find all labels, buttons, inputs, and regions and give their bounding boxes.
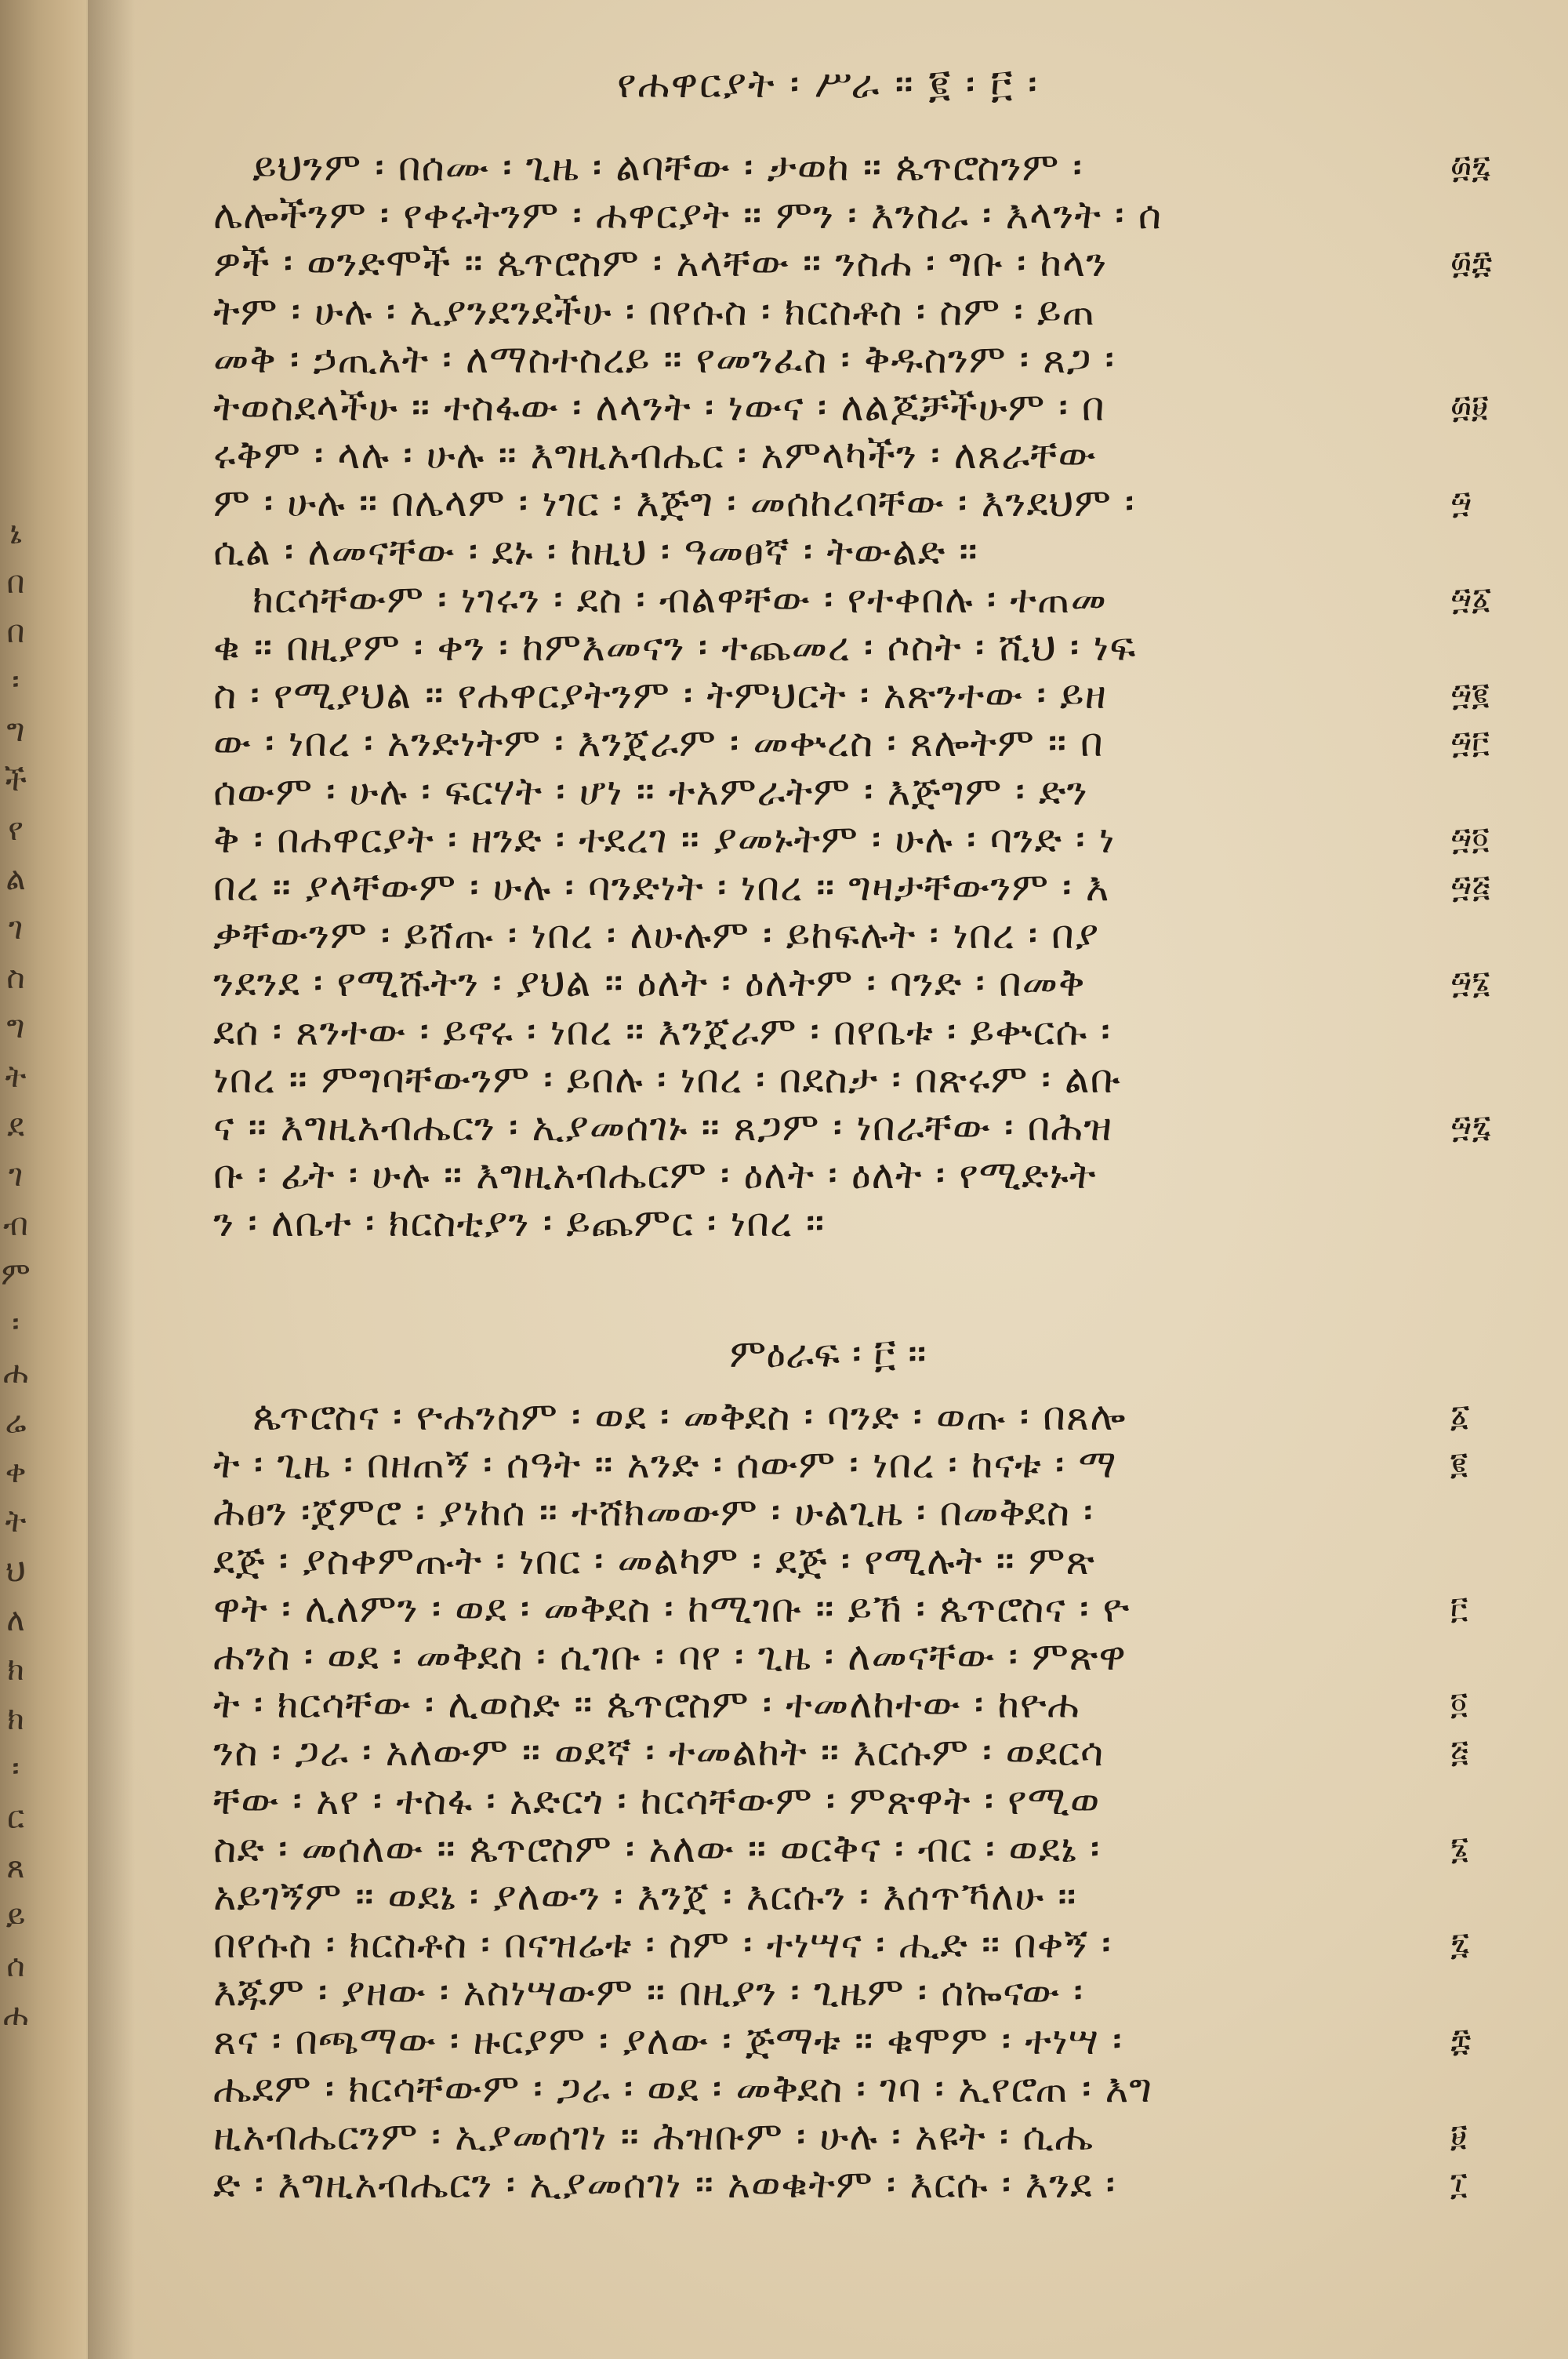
- spine-fragment: ቀ: [5, 1454, 27, 1490]
- verse-number: ፪: [1450, 1446, 1468, 1483]
- verse-number: ፭: [1450, 1734, 1468, 1771]
- text-line: በየሱስ ፡ ክርስቶስ ፡ በናዝሬቱ ፡ ስም ፡ ተነሣና ፡ ሒድ ። በቀኝ ፡: [213, 1921, 1112, 1968]
- verse-number: ፴፱: [1450, 389, 1489, 425]
- text-line: ትም ፡ ሁሉ ፡ ኢያንደንደችሁ ፡ በየሱስ ፡ ክርስቶስ ፡ ስም ፡ ይጠ: [213, 288, 1096, 334]
- book-page: [88, 0, 1568, 2359]
- spine-fragment: ሰ: [6, 1948, 25, 1984]
- spine-fragment: ት: [5, 1503, 27, 1539]
- spine-fragment: በ: [6, 565, 25, 601]
- text-line: ዎች ፡ ወንድሞች ። ጴጥሮስም ፡ አላቸው ። ንስሐ ፡ ግቡ ፡ ከላን: [213, 240, 1108, 286]
- text-line: ሔደም ፡ ክርሳቸውም ፡ ጋራ ፡ ወደ ፡ መቅደስ ፡ ገባ ፡ ኢየሮጠ ፡ እግ: [213, 2065, 1153, 2111]
- spine-fragment: ሐ: [2, 1997, 29, 2034]
- text-line: ው ፡ ነበረ ፡ አንድነትም ፡ እንጀራም ፡ መቍረስ ፡ ጸሎትም ። በ: [213, 720, 1104, 766]
- spine-fragment: ፡: [12, 1750, 20, 1787]
- spine-fragment: ሬ: [5, 1405, 27, 1441]
- gutter-shadow: [88, 0, 135, 2359]
- text-line: ስድ ፡ መሰለው ። ጴጥሮስም ፡ አለው ። ወርቅና ፡ ብር ፡ ወደኔ ፡: [213, 1825, 1101, 1871]
- spine-fragment: ር: [6, 1800, 25, 1836]
- text-line: አይገኝም ። ወደኔ ፡ ያለውን ፡ እንጀ ፡ እርሱን ፡ እሰጥኻለሁ ።: [213, 1874, 1077, 1919]
- text-line: ንስ ፡ ጋራ ፡ አለውም ። ወደኛ ፡ ተመልከት ። እርሱም ፡ ወደርሳ: [213, 1729, 1105, 1776]
- text-line: ሐንስ ፡ ወደ ፡ መቅደስ ፡ ሲገቡ ፡ ባየ ፡ ጊዜ ፡ ለመናቸው ፡ ምጽዋ: [213, 1634, 1127, 1679]
- spine-fragment: ገ: [8, 911, 24, 947]
- spine-fragment: ም: [1, 1256, 31, 1292]
- verse-number: ፵፮: [1450, 965, 1490, 1001]
- verse-number: ፱: [1450, 2118, 1468, 2154]
- text-line: ን ፡ ለቤተ ፡ ክርስቲያን ፡ ይጨምር ፡ ነበረ ።: [213, 1200, 826, 1246]
- verse-number: ፲: [1450, 2166, 1468, 2203]
- text-line: ጸና ፡ በጫማው ፡ ዙርያም ፡ ያለው ፡ ጅማቱ ። ቁሞም ፡ ተነሣ ፡: [213, 2017, 1123, 2063]
- text-line: ቁ ። በዚያም ፡ ቀን ፡ ከምእመናን ፡ ተጨመረ ፡ ሶስት ፡ ሺህ ፡ ነፍ: [213, 624, 1137, 670]
- text-line: ንደንደ ፡ የሚሹትን ፡ ያህል ። ዕለት ፡ ዕለትም ፡ ባንድ ፡ በመቅ: [213, 960, 1086, 1006]
- text-line: ስ ፡ የሚያህል ። የሐዋርያትንም ፡ ትምህርት ፡ አጽንተው ፡ ይዘ: [213, 672, 1107, 718]
- spine-fragment: ይ: [5, 1899, 26, 1935]
- text-line: ሰውም ፡ ሁሉ ፡ ፍርሃት ፡ ሆነ ። ተአምራትም ፡ እጅግም ፡ ድን: [213, 768, 1088, 814]
- spine-fragment: ገ: [8, 1158, 24, 1194]
- text-line: ሩቅም ፡ ላሉ ፡ ሁሉ ። እግዚአብሔር ፡ አምላካችን ፡ ለጸራቸው: [213, 432, 1097, 478]
- verse-number: ፵፬: [1450, 820, 1490, 857]
- text-line: ደሰ ፡ ጸንተው ፡ ይኖሩ ፡ ነበረ ። እንጀራም ፡ በየቤቱ ፡ ይቍርሱ ፡: [213, 1008, 1111, 1054]
- spine-fragment: ሐ: [2, 1355, 29, 1391]
- spine-fragment: ጸ: [6, 1849, 25, 1885]
- spine-fragment: ኔ: [9, 515, 22, 551]
- text-line: ሌሎችንም ፡ የቀሩትንም ፡ ሐዋርያት ። ምን ፡ እንስራ ፡ እላንት ፡ ሰ: [213, 192, 1163, 238]
- verse-number: ፩: [1450, 1398, 1470, 1434]
- verse-number: ፰: [1450, 2022, 1472, 2059]
- text-line: ቡ ፡ ፊት ፡ ሁሉ ። እግዚአብሔርም ፡ ዕለት ፡ ዕለት ፡ የሚድኑት: [213, 1152, 1097, 1198]
- spine-fragment: ግ: [6, 1009, 25, 1045]
- spine-fragment: ክ: [7, 1652, 24, 1688]
- verse-number: ፵፪: [1450, 677, 1490, 714]
- text-line: ነበረ ። ምግባቸውንም ፡ ይበሉ ፡ ነበረ ፡ በደስታ ፡ በጽሩም ፡ ልቡ: [213, 1056, 1122, 1102]
- text-line: ድ ፡ እግዚአብሔርን ፡ ኢያመሰገነ ። አወቁትም ፡ እርሱ ፡ እንደ ፡: [213, 2161, 1116, 2208]
- text-line: ትወስደላችሁ ። ተስፋው ፡ ለላንት ፡ ነውና ፡ ለልጆቻችሁም ፡ በ: [213, 384, 1105, 430]
- verse-number: ፵፫: [1450, 725, 1490, 761]
- spine-fragment: ስ: [6, 960, 25, 996]
- text-line: ቃቸውንም ፡ ይሸጡ ፡ ነበረ ፡ ለሁሉም ፡ ይከፍሉት ፡ ነበረ ፡ በያ: [213, 912, 1100, 958]
- text-line: ዚአብሔርንም ፡ ኢያመሰገነ ። ሕዝቡም ፡ ሁሉ ፡ አዩት ፡ ሲሔ: [213, 2114, 1094, 2159]
- running-head: የሐዋርያት ፡ ሥራ ። ፪ ፡ ፫ ፡: [617, 61, 1039, 107]
- verse-number: ፫: [1450, 1590, 1468, 1627]
- text-line: ጴጥሮስና ፡ ዮሐንስም ፡ ወደ ፡ መቅደስ ፡ ባንድ ፡ ወጡ ፡ በጸሎ: [252, 1394, 1127, 1439]
- verse-number: ፵፯: [1450, 1109, 1491, 1145]
- text-line: ሲል ፡ ለመናቸው ፡ ደኑ ፡ ከዚህ ፡ ዓመፀኛ ፡ ትውልድ ።: [213, 528, 978, 574]
- spine-fragment: ት: [5, 1059, 27, 1095]
- spine-fragment: ብ: [3, 1207, 28, 1243]
- verse-number: ፵፭: [1450, 869, 1490, 905]
- text-line: እጁም ፡ ያዘው ፡ አስነሣውም ። በዚያን ፡ ጊዜም ፡ ሰኰናው ፡: [213, 1969, 1084, 2016]
- verse-number: ፵፩: [1450, 580, 1492, 617]
- text-line: ዋት ፡ ሊለምን ፡ ወደ ፡ መቅደስ ፡ ከሚገቡ ። ይኸ ፡ ጴጥሮስና ፡ ዮ: [213, 1585, 1131, 1631]
- text-line: ና ። እግዚአብሔርን ፡ ኢያመሰገኑ ። ጸጋም ፡ ነበራቸው ፡ በሕዝ: [213, 1104, 1112, 1150]
- text-line: በረ ። ያላቸውም ፡ ሁሉ ፡ ባንድነት ፡ ነበረ ። ግዛታቸውንም ፡ እ: [213, 864, 1110, 910]
- verse-number: ፬: [1450, 1686, 1468, 1723]
- spine-fragment: ክ: [7, 1701, 24, 1737]
- verse-number: ፮: [1450, 1830, 1469, 1866]
- text-line: ት ፡ ጊዜ ፡ በዘጠኝ ፡ ሰዓት ። አንድ ፡ ሰውም ፡ ነበረ ፡ ከናቱ ፡ ማ: [213, 1441, 1117, 1488]
- spine-fragment: ል: [5, 861, 26, 897]
- spine-fragment: ለ: [6, 1602, 25, 1638]
- spine-fragment: ህ: [5, 1553, 26, 1589]
- spine-fragment: ግ: [6, 713, 25, 749]
- spine-fragment: በ: [6, 614, 25, 650]
- text-line: መቅ ፡ ኃጢአት ፡ ለማስተስረይ ። የመንፈስ ፡ ቅዱስንም ፡ ጸጋ ፡: [213, 336, 1116, 382]
- text-line: ቅ ፡ በሐዋርያት ፡ ዘንድ ፡ ተደረገ ። ያመኑትም ፡ ሁሉ ፡ ባንድ ፡ ነ: [213, 816, 1116, 862]
- text-line: ት ፡ ክርሳቸው ፡ ሊወስድ ። ጴጥሮስም ፡ ተመለከተው ፡ ከዮሐ: [213, 1681, 1080, 1728]
- spine-fragment: ች: [4, 762, 27, 798]
- text-line: ቸው ፡ አየ ፡ ተስፋ ፡ አድርጎ ፡ ከርሳቸውም ፡ ምጽዋት ፡ የሚወ: [213, 1777, 1101, 1823]
- verse-number: ፴፰: [1450, 245, 1493, 282]
- text-line: ደጅ ፡ ያስቀምጡት ፡ ነበር ፡ መልካም ፡ ደጅ ፡ የሚሉት ። ምጽ: [213, 1537, 1095, 1583]
- text-line: ም ፡ ሁሉ ። በሌላም ፡ ነገር ፡ እጅግ ፡ መሰከረባቸው ፡ እንደህም ፡: [213, 480, 1135, 526]
- text-line: ክርሳቸውም ፡ ነገሩን ፡ ደስ ፡ ብልዋቸው ፡ የተቀበሉ ፡ ተጠመ: [252, 576, 1107, 622]
- verse-number: ፯: [1450, 1926, 1470, 1963]
- spine-fragment: ፡: [12, 1306, 20, 1342]
- spine-fragment: የ: [8, 812, 24, 848]
- text-line: ይህንም ፡ በሰሙ ፡ ጊዜ ፡ ልባቸው ፡ ታወከ ። ጴጥሮስንም ፡: [252, 144, 1083, 190]
- chapter-heading: ምዕራፍ ፡ ፫ ።: [729, 1331, 927, 1376]
- verse-number: ፵: [1450, 485, 1472, 522]
- verse-number: ፴፯: [1450, 149, 1491, 185]
- facing-page-edge: [0, 0, 86, 2359]
- text-line: ሕፀን ፡ጀምሮ ፡ ያነከሰ ። ተሸክመውም ፡ ሁልጊዜ ፡ በመቅደስ ፡: [213, 1489, 1094, 1536]
- spine-fragment: ፡: [12, 663, 20, 700]
- spine-fragment: ደ: [7, 1108, 24, 1144]
